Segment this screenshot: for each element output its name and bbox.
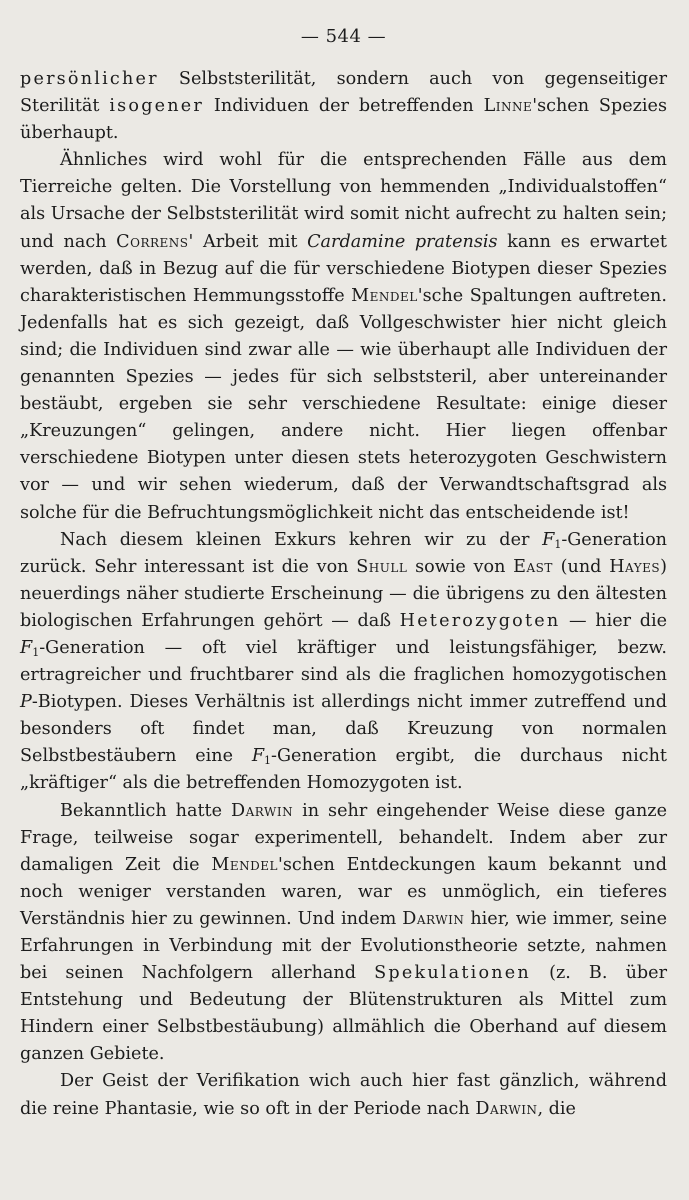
paragraph-1 bbox=[20, 66, 667, 147]
text-run: kann es erwartet werden, daß in Bezug auf die für verschiedene Biotypen dieser Spezies charakteristischen Hemmungsstoffe bbox=[20, 231, 667, 306]
text-run: in sehr eingehender Weise diese ganze Frage, teilweise sogar experimentell, behandelt. Indem aber zur damaligen Zeit die bbox=[20, 800, 667, 875]
emphasis-text: isogener bbox=[109, 96, 205, 117]
page-number: — 544 — bbox=[300, 26, 387, 47]
text-run: -Generation — oft viel kräftiger und leistungsfähiger, bezw. ertragreicher und fruchtbarer sind als die fraglichen homozygotischen bbox=[20, 637, 667, 686]
author-name: Darwin bbox=[402, 908, 465, 929]
author-name: Mendel bbox=[351, 285, 418, 306]
p-symbol: P bbox=[20, 692, 32, 713]
author-name: Shull bbox=[356, 556, 408, 577]
author-name: East bbox=[513, 556, 553, 577]
text-run: , die bbox=[537, 1098, 576, 1119]
f1-symbol: F bbox=[251, 746, 265, 767]
text-run: (und bbox=[552, 556, 610, 577]
paragraph-2 bbox=[20, 147, 667, 526]
text-run: Individuen der betreffenden bbox=[204, 96, 484, 117]
emphasis-text: Spekulationen bbox=[374, 963, 531, 984]
text-run: Der Geist der Verifikation wich auch hier fast gänzlich, während die reine Phantasie, wie so oft in der Periode nach bbox=[20, 1071, 667, 1119]
paragraph-3 bbox=[20, 527, 667, 798]
text-run: hier, wie immer, seine Erfahrungen in Verbindung mit der Evolutionstheorie setzte, nahmen bei seinen Nachfolgern allerhand bbox=[20, 908, 667, 984]
text-run: -Generation ergibt, die durchaus nicht „kräftiger“ als die betreffenden Homozygoten ist. bbox=[20, 746, 668, 794]
body-text bbox=[20, 66, 667, 1123]
f1-symbol: F bbox=[20, 637, 33, 658]
author-name: Linne bbox=[483, 96, 533, 117]
text-run: 'schen Spezies überhaupt. bbox=[20, 96, 667, 144]
text-run: — hier die bbox=[560, 610, 668, 631]
emphasis-text: Heterozygoten bbox=[399, 610, 561, 631]
species-name: Cardamine pratensis bbox=[307, 231, 498, 252]
text-run: sowie von bbox=[407, 556, 514, 577]
text-run: Ähnliches wird wohl für die entsprechenden Fälle aus dem Tierreiche gelten. Die Vorstellung von hemmenden „Individualstoffen“ als Ursache der Selbststerilität wird somit nicht aufrecht zu halten sein; und nach bbox=[20, 150, 667, 252]
emphasis-text: persönlicher bbox=[20, 69, 159, 89]
text-run: ' Arbeit mit bbox=[188, 231, 308, 252]
text-run: 'schen Entdeckungen kaum bekannt und noch weniger verstanden waren, war es unmöglich, ein tieferes Verständnis hier zu gewinnen. Und indem bbox=[20, 854, 667, 929]
text-run: Nach diesem kleinen Exkurs kehren wir zu der bbox=[60, 529, 543, 550]
text-run: (z. B. über Entstehung und Bedeutung der Blütenstrukturen als Mittel zum Hindern einer Selbstbestäubung) allmählich die Oberhand auf diesem ganzen Gebiete. bbox=[20, 963, 667, 1065]
text-run: Bekanntlich hatte bbox=[60, 800, 231, 821]
text-run: -Biotypen. Dieses Verhältnis ist allerdings nicht immer zutreffend und besonders oft findet man, daß Kreuzung von normalen Selbstbestäubern eine bbox=[20, 692, 667, 767]
author-name: Darwin bbox=[231, 800, 294, 821]
paragraph-5 bbox=[20, 1068, 667, 1122]
f1-subscript: 1 bbox=[554, 537, 562, 551]
author-name: Correns bbox=[116, 231, 189, 252]
text-run: Selbststerilität, sondern auch von gegenseitiger Sterilität bbox=[20, 69, 667, 117]
author-name: Mendel bbox=[211, 854, 279, 875]
f1-subscript: 1 bbox=[32, 645, 40, 659]
text-run: -Generation zurück. Sehr interessant ist die von bbox=[20, 529, 667, 577]
text-run: 'sche Spaltungen auftreten. Jedenfalls hat es sich gezeigt, daß Vollgeschwister hier nicht gleich sind; die Individuen sind zwar alle — wie überhaupt alle Individuen der genannten Spezies — jedes für sich selbststeril, aber untereinander bestäubt, ergeben sie sehr verschiedene Resultate: einige dieser „Kreuzungen“ gelingen, andere nicht. Hier liegen offenbar verschiedene Biotypen unter diesen stets heterozygoten Geschwistern vor — und wir sehen wiederum, daß der Verwandtschaftsgrad als solche für die Befruchtungsmöglichkeit nicht das entscheidende ist! bbox=[20, 285, 667, 523]
text-run: ) neuerdings näher studierte Erscheinung — die übrigens zu den ältesten biologischen Erfahrungen gehört — daß bbox=[20, 556, 667, 631]
paragraph-4 bbox=[20, 798, 667, 1069]
f1-subscript: 1 bbox=[264, 754, 272, 768]
author-name: Hayes bbox=[609, 556, 661, 577]
author-name: Darwin bbox=[475, 1098, 538, 1119]
f1-symbol: F bbox=[542, 529, 555, 550]
